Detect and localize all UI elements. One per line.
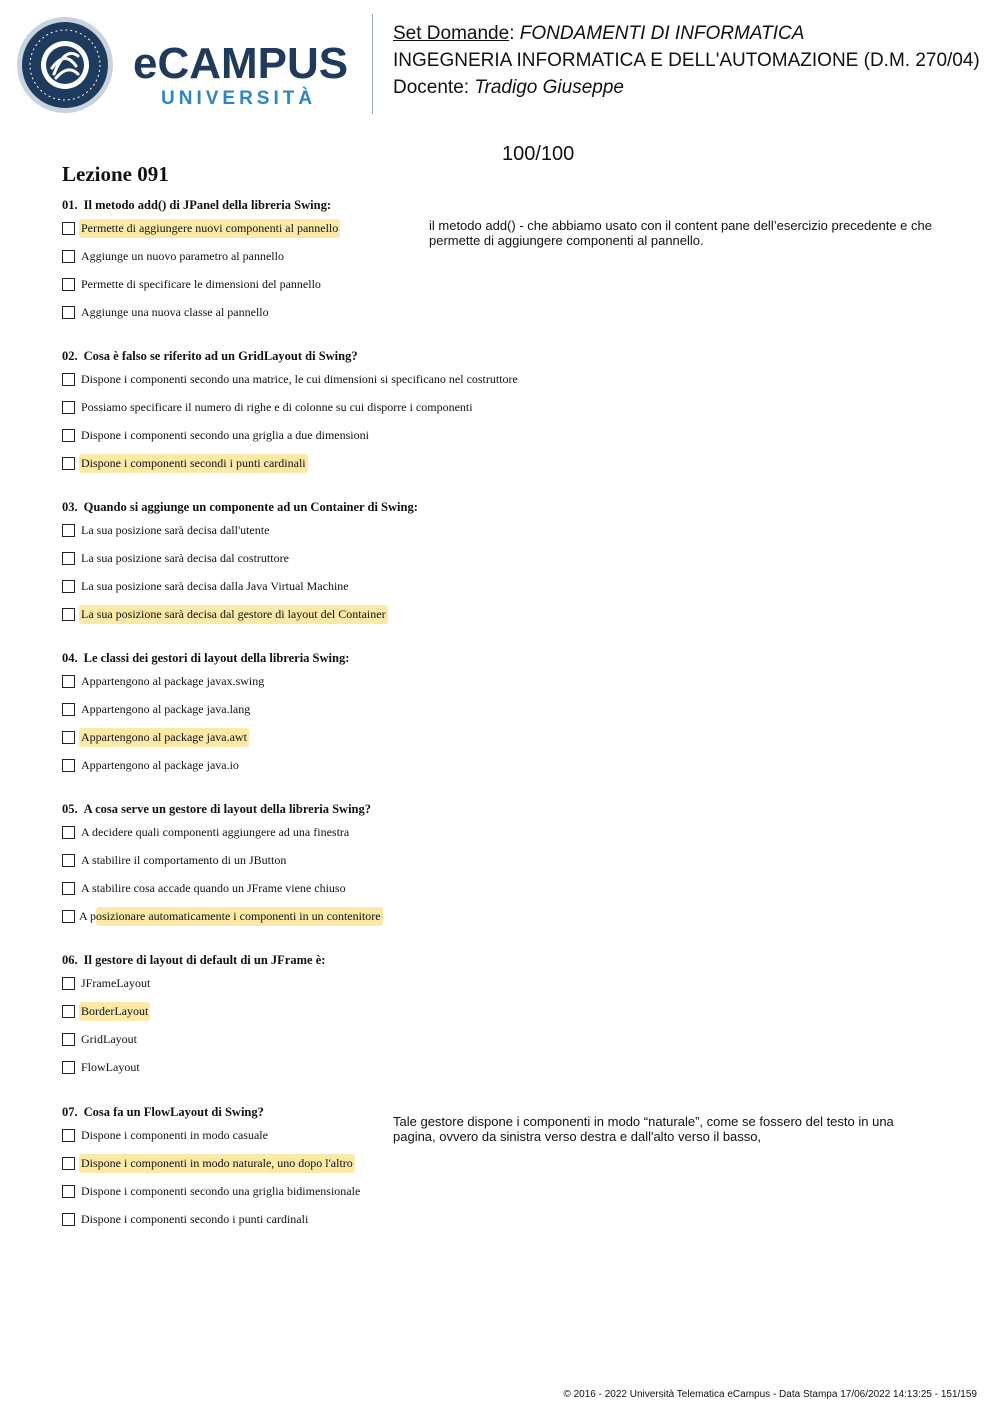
question-block xyxy=(62,196,962,326)
answer-option[interactable] xyxy=(62,421,962,449)
question-title xyxy=(62,347,962,365)
set-value: FONDAMENTI DI INFORMATICA xyxy=(519,23,805,44)
answer-option[interactable] xyxy=(62,874,962,902)
answer-checkbox[interactable] xyxy=(62,306,75,319)
answer-option[interactable] xyxy=(62,393,962,421)
header-divider xyxy=(372,14,373,114)
answer-text-highlighted: La sua posizione sarà decisa dal gestore di layout del Container xyxy=(79,605,388,624)
question-text: A cosa serve un gestore di layout della libreria Swing? xyxy=(83,802,372,816)
question-text: Il metodo add() di JPanel della libreria Swing: xyxy=(83,198,331,212)
answer-checkbox[interactable] xyxy=(62,854,75,867)
answer-checkbox[interactable] xyxy=(62,1157,75,1170)
question-number: 05. xyxy=(62,802,78,816)
answer-checkbox[interactable] xyxy=(62,1129,75,1142)
answer-option[interactable] xyxy=(62,818,962,846)
answer-checkbox[interactable] xyxy=(62,457,75,470)
brand-wordmark: eCAMPUS xyxy=(133,39,349,88)
question-number: 06. xyxy=(62,953,78,967)
answer-option[interactable] xyxy=(62,365,962,393)
answer-checkbox[interactable] xyxy=(62,675,75,688)
answer-option[interactable] xyxy=(62,723,962,751)
answer-checkbox[interactable] xyxy=(62,429,75,442)
answer-text: Dispone i componenti secondo una griglia bidimensionale xyxy=(81,1183,361,1198)
answer-text-highlighted: osizionare automaticamente i componenti in un contenitore xyxy=(96,907,383,926)
answer-text: Appartengono al package javax.swing xyxy=(81,673,265,688)
answer-text: Appartengono al package java.io xyxy=(81,757,239,772)
answer-checkbox[interactable] xyxy=(62,1033,75,1046)
question-title xyxy=(62,649,962,667)
teacher-label: Docente xyxy=(393,77,464,98)
answer-text: La sua posizione sarà decisa dal costruttore xyxy=(81,550,289,565)
answer-option[interactable] xyxy=(62,751,962,779)
answer-checkbox[interactable] xyxy=(62,826,75,839)
page-footer: © 2016 - 2022 Università Telematica eCampus - Data Stampa 17/06/2022 14:13:25 - 151/159 xyxy=(563,1389,977,1400)
score: 100/100 xyxy=(502,143,575,165)
answer-option[interactable] xyxy=(62,449,962,477)
brand-subtitle: UNIVERSITÀ xyxy=(161,88,317,109)
question-title xyxy=(62,196,962,214)
answer-text-highlighted: Appartengono al package java.awt xyxy=(79,728,249,747)
answer-checkbox[interactable] xyxy=(62,910,75,923)
answer-checkbox[interactable] xyxy=(62,552,75,565)
question-text: Il gestore di layout di default di un JFrame è: xyxy=(83,953,326,967)
question-title xyxy=(62,800,962,818)
answer-text: La sua posizione sarà decisa dalla Java Virtual Machine xyxy=(81,578,349,593)
answer-checkbox[interactable] xyxy=(62,977,75,990)
question-number: 01. xyxy=(62,198,78,212)
answer-text: A stabilire cosa accade quando un JFrame viene chiuso xyxy=(81,880,346,895)
answer-checkbox[interactable] xyxy=(62,250,75,263)
question-number: 02. xyxy=(62,349,78,363)
answer-option[interactable] xyxy=(62,997,962,1025)
answer-text-highlighted: BorderLayout xyxy=(79,1002,150,1021)
question-text: Le classi dei gestori di layout della libreria Swing: xyxy=(83,651,350,665)
question-block xyxy=(62,800,962,930)
question-number: 03. xyxy=(62,500,78,514)
answer-checkbox[interactable] xyxy=(62,222,75,235)
question-block xyxy=(62,649,962,779)
course-name: INGEGNERIA INFORMATICA E DELL'AUTOMAZIONE (D.M. 270/04) xyxy=(393,50,980,71)
header-set-line: Set Domande: FONDAMENTI DI INFORMATICA xyxy=(393,23,805,44)
question-note: il metodo add() - che abbiamo usato con il content pane dell’esercizio precedente e che permette di aggiungere componenti al pannello. xyxy=(429,218,932,248)
answer-text: La sua posizione sarà decisa dall'utente xyxy=(81,522,270,537)
question-title xyxy=(62,498,962,516)
question-text: Cosa è falso se riferito ad un GridLayout di Swing? xyxy=(83,349,358,363)
teacher-name: Tradigo Giuseppe xyxy=(474,77,624,98)
answer-option[interactable] xyxy=(62,667,962,695)
answer-checkbox[interactable] xyxy=(62,1061,75,1074)
answer-checkbox[interactable] xyxy=(62,524,75,537)
answer-text-highlighted: Dispone i componenti in modo naturale, uno dopo l'altro xyxy=(79,1154,355,1173)
answer-text-highlighted: Permette di aggiungere nuovi componenti al pannello xyxy=(79,219,340,238)
lesson-title: Lezione 091 xyxy=(62,162,169,186)
question-title xyxy=(62,951,962,969)
answer-option[interactable] xyxy=(62,1025,962,1053)
answer-option[interactable] xyxy=(62,1177,962,1205)
answer-checkbox[interactable] xyxy=(62,401,75,414)
question-text: Quando si aggiunge un componente ad un Container di Swing: xyxy=(83,500,418,514)
question-block xyxy=(62,347,962,477)
answer-text: Aggiunge un nuovo parametro al pannello xyxy=(81,248,284,263)
question-block xyxy=(62,498,962,628)
answer-text: A stabilire il comportamento di un JButton xyxy=(81,852,287,867)
answer-option[interactable] xyxy=(62,969,962,997)
question-block xyxy=(62,951,962,1081)
question-number: 07. xyxy=(62,1105,78,1119)
answer-option[interactable] xyxy=(62,270,962,298)
answer-option[interactable] xyxy=(62,572,962,600)
answer-checkbox[interactable] xyxy=(62,1213,75,1226)
answer-option[interactable] xyxy=(62,846,962,874)
answer-option[interactable] xyxy=(62,1053,962,1081)
question-text: Cosa fa un FlowLayout di Swing? xyxy=(83,1105,264,1119)
question-number: 04. xyxy=(62,651,78,665)
answer-text: GridLayout xyxy=(81,1031,137,1046)
answer-option[interactable] xyxy=(62,516,962,544)
answer-checkbox[interactable] xyxy=(62,373,75,386)
answer-option[interactable] xyxy=(62,544,962,572)
answer-text: Dispone i componenti in modo casuale xyxy=(81,1127,268,1142)
answer-text-highlighted: Dispone i componenti secondi i punti cardinali xyxy=(79,454,308,473)
answer-text: Possiamo specificare il numero di righe e di colonne su cui disporre i componenti xyxy=(81,399,473,414)
answer-checkbox[interactable] xyxy=(62,580,75,593)
answer-checkbox[interactable] xyxy=(62,278,75,291)
answer-text: FlowLayout xyxy=(81,1059,140,1074)
answer-option[interactable] xyxy=(62,695,962,723)
answer-option[interactable] xyxy=(62,298,962,326)
answer-checkbox[interactable] xyxy=(62,608,75,621)
answer-text-prefix: A p xyxy=(79,908,97,923)
question-note: Tale gestore dispone i componenti in modo “naturale”, come se fossero del testo in una pagina, ovvero da sinistra verso destra e dall'alto verso il basso, xyxy=(393,1114,894,1144)
answer-checkbox[interactable] xyxy=(62,703,75,716)
answer-checkbox[interactable] xyxy=(62,882,75,895)
answer-text: Dispone i componenti secondo una griglia a due dimensioni xyxy=(81,427,369,442)
ecampus-seal-logo xyxy=(16,16,114,114)
answer-text: Dispone i componenti secondo i punti cardinali xyxy=(81,1211,309,1226)
answer-text: Appartengono al package java.lang xyxy=(81,701,251,716)
answer-text: A decidere quali componenti aggiungere ad una finestra xyxy=(81,824,350,839)
answer-text: JFrameLayout xyxy=(81,975,151,990)
answer-option[interactable] xyxy=(62,1149,962,1177)
answer-checkbox[interactable] xyxy=(62,1005,75,1018)
answer-checkbox[interactable] xyxy=(62,1185,75,1198)
answer-checkbox[interactable] xyxy=(62,731,75,744)
answer-text: Aggiunge una nuova classe al pannello xyxy=(81,304,269,319)
answer-text: Dispone i componenti secondo una matrice, le cui dimensioni si specificano nel costruttore xyxy=(81,371,518,386)
answer-text: Permette di specificare le dimensioni del pannello xyxy=(81,276,321,291)
header-teacher-line: Docente: Tradigo Giuseppe xyxy=(393,77,624,98)
set-label: Set Domande xyxy=(393,23,510,44)
answer-option[interactable] xyxy=(62,902,962,930)
answer-checkbox[interactable] xyxy=(62,759,75,772)
answer-option[interactable] xyxy=(62,600,962,628)
answer-option[interactable] xyxy=(62,1205,962,1233)
